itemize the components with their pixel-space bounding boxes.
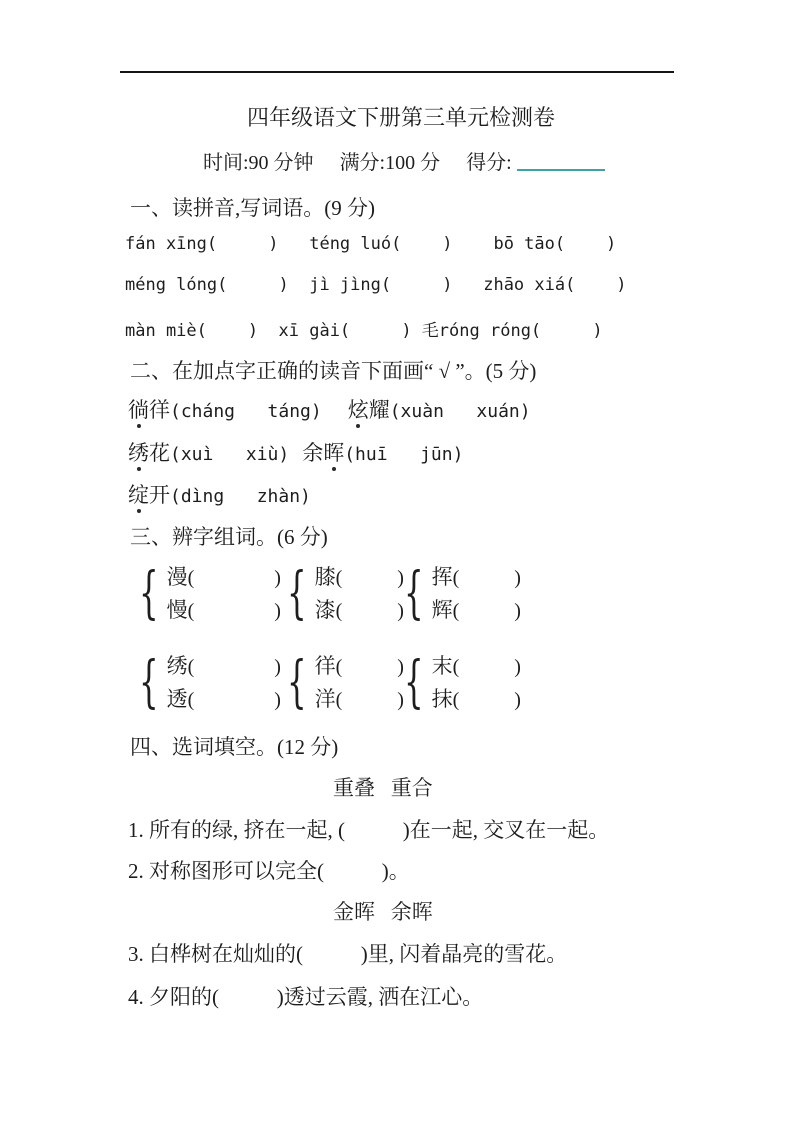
brace-glyph: { [287, 650, 307, 715]
pinyin-options: (xuàn xuán) [389, 401, 531, 422]
word-pair-column [167, 561, 281, 627]
character: 辉 [431, 598, 453, 622]
pronunciation-item [302, 441, 463, 465]
answer-blank: ( ) [187, 567, 281, 589]
word-pair-column [432, 561, 521, 627]
pronunciation-item [128, 398, 322, 422]
section-3-header: 三、辨字组词。(6 分) [130, 525, 328, 549]
dotted-char: 绽 [128, 483, 149, 507]
word-pair-column [167, 650, 281, 716]
character: 漆 [314, 598, 336, 622]
word-blank-line [315, 650, 404, 683]
word-blank-line [432, 594, 521, 627]
word-blank-line [315, 594, 404, 627]
answer-blank: ( ) [187, 689, 281, 711]
page-title: 四年级语文下册第三单元检测卷 [246, 105, 555, 130]
fill-in-item: 2. 对称图形可以完全( )。 [128, 859, 410, 883]
dotted-char: 绣 [128, 441, 149, 465]
pinyin-item-row: màn miè( ) xī gài( ) 毛róng róng( ) [125, 321, 603, 341]
character: 漫 [166, 565, 188, 589]
word-blank-line [315, 561, 404, 594]
word-bank: 金晖 余晖 [333, 900, 433, 924]
word-blank-line [432, 650, 521, 683]
answer-blank: ( ) [452, 689, 521, 711]
pinyin-item-row: méng lóng( ) jì jìng( ) zhāo xiá( ) [125, 275, 627, 295]
dotted-char: 徜 [128, 398, 149, 422]
word-pair-group [396, 560, 521, 628]
answer-blank: ( ) [335, 600, 404, 622]
fill-in-item: 3. 白桦树在灿灿的( )里, 闪着晶亮的雪花。 [128, 942, 568, 966]
answer-blank: ( ) [187, 600, 281, 622]
pinyin-options: (xuì xiù) [170, 444, 290, 465]
pinyin-options: (huī jūn) [344, 444, 464, 465]
character: 洋 [314, 687, 336, 711]
brace-glyph: { [404, 561, 424, 626]
pronunciation-item [128, 483, 311, 507]
word-suffix: 花 [149, 441, 170, 465]
answer-blank: ( ) [452, 567, 521, 589]
word-pair-column [315, 561, 404, 627]
section-4-header: 四、选词填空。(12 分) [130, 735, 339, 759]
word-suffix: 徉 [149, 398, 170, 422]
section-2-header: 二、在加点字正确的读音下面画“ √ ”。(5 分) [130, 359, 537, 383]
worksheet-content [125, 0, 677, 1122]
word-pair-group [396, 649, 521, 717]
answer-blank: ( ) [335, 689, 404, 711]
character: 透 [166, 687, 188, 711]
answer-blank: ( ) [335, 656, 404, 678]
character: 慢 [166, 598, 188, 622]
word-pair-group [131, 560, 279, 628]
word-bank: 重叠 重合 [333, 776, 433, 800]
character: 末 [431, 654, 453, 678]
brace-glyph: { [139, 561, 159, 626]
word-suffix: 开 [149, 483, 170, 507]
character: 挥 [431, 565, 453, 589]
word-blank-line [432, 683, 521, 716]
character: 抹 [431, 687, 453, 711]
section-1-header: 一、读拼音,写词语。(9 分) [130, 196, 375, 220]
answer-blank: ( ) [452, 600, 521, 622]
word-blank-line [167, 594, 281, 627]
score-underline [517, 167, 605, 171]
pronunciation-item [128, 441, 289, 465]
pronunciation-row [128, 479, 311, 509]
word-pair-group [279, 649, 404, 717]
word-pair-group [131, 649, 279, 717]
character: 徉 [314, 654, 336, 678]
pinyin-item-row: fán xīng( ) téng luó( ) bō tāo( ) [125, 234, 617, 254]
time-label: 时间:90 分钟 [203, 152, 314, 174]
character: 膝 [314, 565, 336, 589]
word-blank-line [315, 683, 404, 716]
fill-in-item: 1. 所有的绿, 挤在一起, ( )在一起, 交叉在一起。 [128, 818, 610, 842]
meta-line [203, 146, 605, 175]
compare-words-row [131, 560, 521, 628]
word-blank-line [167, 650, 281, 683]
word-prefix: 余 [302, 441, 324, 465]
compare-words-row [131, 649, 521, 717]
pinyin-options: (cháng táng) [170, 401, 322, 422]
word-pair-group [279, 560, 404, 628]
word-blank-line [167, 561, 281, 594]
word-blank-line [167, 683, 281, 716]
pronunciation-row [128, 437, 463, 467]
fill-in-item: 4. 夕阳的( )透过云霞, 洒在江心。 [128, 985, 484, 1009]
answer-blank: ( ) [187, 656, 281, 678]
pronunciation-item [348, 398, 531, 422]
word-blank-line [432, 561, 521, 594]
dotted-char: 晖 [323, 441, 345, 465]
answer-blank: ( ) [452, 656, 521, 678]
score-label: 得分: [466, 152, 512, 174]
word-suffix: 耀 [368, 398, 390, 422]
character: 绣 [166, 654, 188, 678]
answer-blank: ( ) [335, 567, 404, 589]
word-pair-column [315, 650, 404, 716]
brace-glyph: { [287, 561, 307, 626]
pronunciation-row [128, 394, 531, 424]
full-score-label: 满分:100 分 [339, 152, 441, 174]
brace-glyph: { [139, 650, 159, 715]
pinyin-options: (dìng zhàn) [170, 486, 311, 507]
dotted-char: 炫 [347, 398, 369, 422]
word-pair-column [432, 650, 521, 716]
brace-glyph: { [404, 650, 424, 715]
